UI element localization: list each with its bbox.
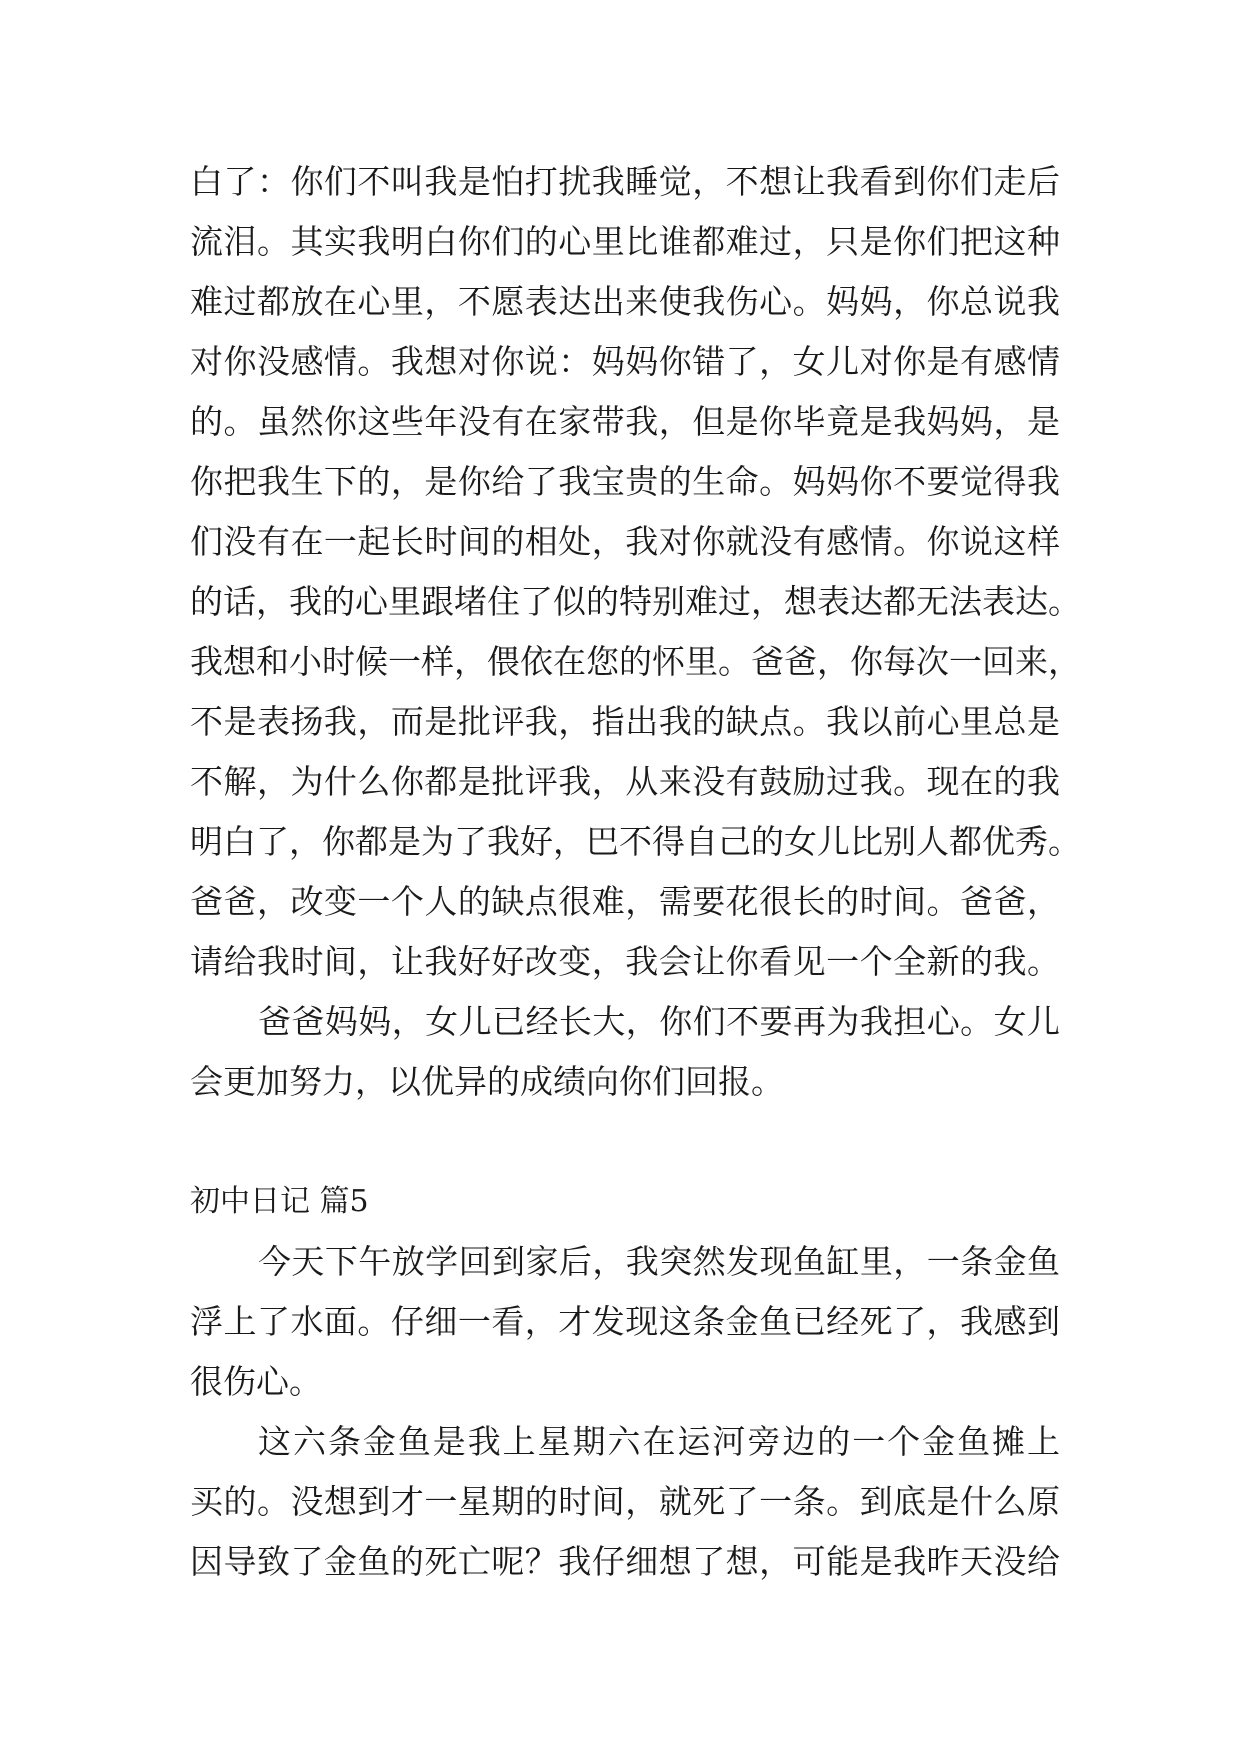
text-line: 你把我生下的，是你给了我宝贵的生命。妈妈你不要觉得我: [190, 462, 1060, 501]
text-line: 难过都放在心里，不愿表达出来使我伤心。妈妈，你总说我: [190, 282, 1060, 321]
text-line: 们没有在一起长时间的相处，我对你就没有感情。你说这样: [190, 522, 1060, 561]
text-line: 的话，我的心里跟堵住了似的特别难过，想表达都无法表达。: [190, 582, 1081, 621]
text-line: 爸爸妈妈，女儿已经长大，你们不要再为我担心。女儿: [258, 1002, 1060, 1041]
text-line: 今天下午放学回到家后，我突然发现鱼缸里，一条金鱼: [258, 1242, 1060, 1281]
text-line: 会更加努力，以优异的成绩向你们回报。: [190, 1062, 784, 1101]
text-line: 的。虽然你这些年没有在家带我，但是你毕竟是我妈妈，是: [190, 402, 1060, 441]
text-line: 明白了，你都是为了我好，巴不得自己的女儿比别人都优秀。: [190, 822, 1081, 861]
text-line: 浮上了水面。仔细一看，才发现这条金鱼已经死了，我感到: [190, 1302, 1060, 1341]
text-line: 白了：你们不叫我是怕打扰我睡觉，不想让我看到你们走后: [190, 162, 1060, 201]
text-line: 因导致了金鱼的死亡呢？我仔细想了想，可能是我昨天没给: [190, 1542, 1060, 1581]
text-line: 请给我时间，让我好好改变，我会让你看见一个全新的我。: [190, 942, 1060, 981]
text-line: 很伤心。: [190, 1362, 322, 1401]
text-line: 买的。没想到才一星期的时间，就死了一条。到底是什么原: [190, 1482, 1060, 1521]
text-line: 对你没感情。我想对你说：妈妈你错了，女儿对你是有感情: [190, 342, 1060, 381]
text-line: 我想和小时候一样，偎依在您的怀里。爸爸，你每次一回来，: [190, 642, 1081, 681]
text-line: 流泪。其实我明白你们的心里比谁都难过，只是你们把这种: [190, 222, 1060, 261]
text-line: 不解，为什么你都是批评我，从来没有鼓励过我。现在的我: [190, 762, 1060, 801]
text-line: 爸爸，改变一个人的缺点很难，需要花很长的时间。爸爸，: [190, 882, 1060, 921]
section-heading: 初中日记 篇5: [190, 1184, 369, 1219]
text-line: 不是表扬我，而是批评我，指出我的缺点。我以前心里总是: [190, 702, 1060, 741]
text-line: 这六条金鱼是我上星期六在运河旁边的一个金鱼摊上: [258, 1422, 1060, 1461]
